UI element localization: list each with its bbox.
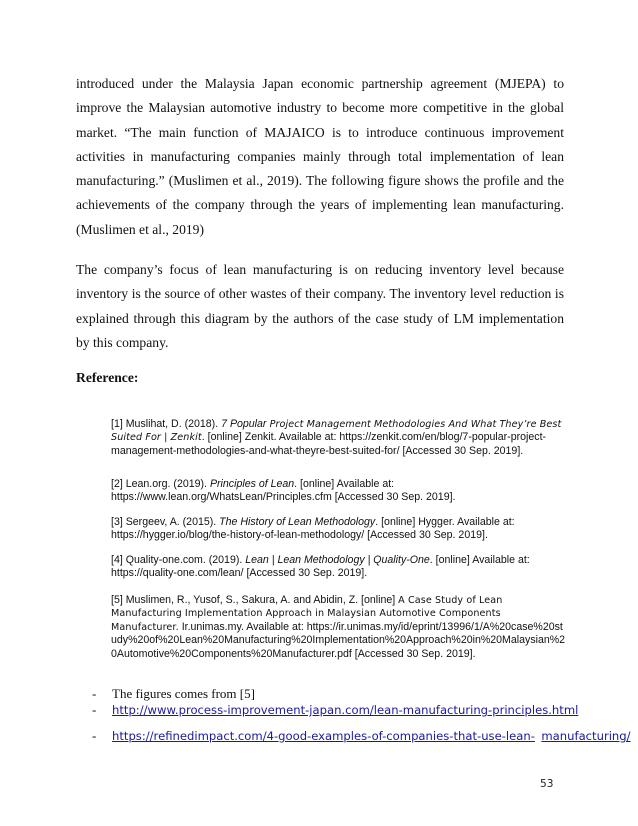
reference-item-3 <box>111 516 567 543</box>
reference-3-prefix: [3] Sergeev, A. (2015). <box>111 516 220 528</box>
bullet-item-2 <box>92 702 592 718</box>
reference-4-title: Lean | Lean Methodology | Quality-One <box>245 554 430 566</box>
reference-item-2 <box>111 478 567 505</box>
reference-item-5 <box>111 594 567 661</box>
page-number: 53 <box>540 778 554 790</box>
reference-5-title: A Case Study of Lean Manufacturing Implementation Approach in Malaysian Automotive Components Manufacturer. <box>111 595 503 633</box>
reference-5-prefix: [5] Muslimen, R., Yusof, S., Sakura, A. and Abidin, Z. [online] <box>111 594 399 606</box>
reference-item-4 <box>111 554 567 581</box>
bullet-dash: - <box>92 728 97 743</box>
reference-4-prefix: [4] Quality-one.com. (2019). <box>111 554 246 566</box>
reference-3-suffix: . [online] Hygger. Available at: https://hygger.io/blog/the-history-of-lean-methodology/ [Accessed 30 Sep. 2019]. <box>111 516 515 542</box>
bullet-item-1 <box>92 686 592 702</box>
reference-2-title: Principles of Lean <box>209 478 295 490</box>
reference-item-1 <box>111 418 567 458</box>
bullet-item-1-text: The figures comes from [5] <box>112 686 255 701</box>
bullet-dash: - <box>92 702 97 717</box>
refinedimpact-link[interactable]: https://refinedimpact.com/4-good-examples-of-companies-that-use-lean- <box>112 729 535 743</box>
reference-4-suffix: . [online] Available at: https://quality-one.com/lean/ [Accessed 30 Sep. 2019]. <box>111 554 530 580</box>
bullet-item-3 <box>92 728 631 744</box>
reference-1-suffix: . [online] Zenkit. Available at: https://zenkit.com/en/blog/7-popular-project-management-methodologies-and-what-theyre-best-suited-for/ [Accessed 30 Sep. 2019]. <box>111 431 547 457</box>
reference-1-title-rest: Project Management Methodologies And What They’re Best Suited For | Zenkit <box>111 419 562 444</box>
reference-1-prefix: [1] Muslihat, D. (2018). <box>111 418 222 430</box>
reference-2-prefix: [2] Lean.org. (2019). <box>111 478 210 490</box>
bullet-dash: - <box>92 686 97 701</box>
refinedimpact-link-continued[interactable]: manufacturing/ <box>541 729 631 743</box>
reference-2-suffix: . [online] Available at: https://www.lean.org/WhatsLean/Principles.cfm [Accessed 30 Sep. 2019]. <box>111 478 456 504</box>
body-paragraph-1: introduced under the Malaysia Japan economic partnership agreement (MJEPA) to improve the Malaysian automotive industry to become more competitive in the global market. “The main function of MAJAICO is to introduce continuous improvement activities in manufacturing companies mainly through total implementation of lean manufacturing.” (Muslimen et al., 2019). The following figure shows the profile and the achievements of the company through the years of implementing lean manufacturing. (Muslimen et al., 2019) <box>76 76 564 237</box>
reference-heading: Reference: <box>76 370 139 385</box>
reference-5-suffix: Ir.unimas.my. Available at: https://ir.unimas.my/id/eprint/13996/1/A%20case%20study%20of%20Lean%20Manufacturing%20Implementation%20Approach%20in%20Malaysian%20Automotive%20Components%20Manufacturer.pdf [Accessed 30 Sep. 2019]. <box>111 620 566 660</box>
reference-1-title: 7 Popular <box>221 418 267 430</box>
reference-3-title: The History of Lean Methodology <box>219 516 376 528</box>
process-improvement-link[interactable]: http://www.process-improvement-japan.com/lean-manufacturing-principles.html <box>112 703 579 717</box>
body-paragraph-2: The company’s focus of lean manufacturing is on reducing inventory level because inventory is the source of other wastes of their company. The inventory level reduction is explained through this diagram by the authors of the case study of LM implementation by this company. <box>76 262 564 350</box>
